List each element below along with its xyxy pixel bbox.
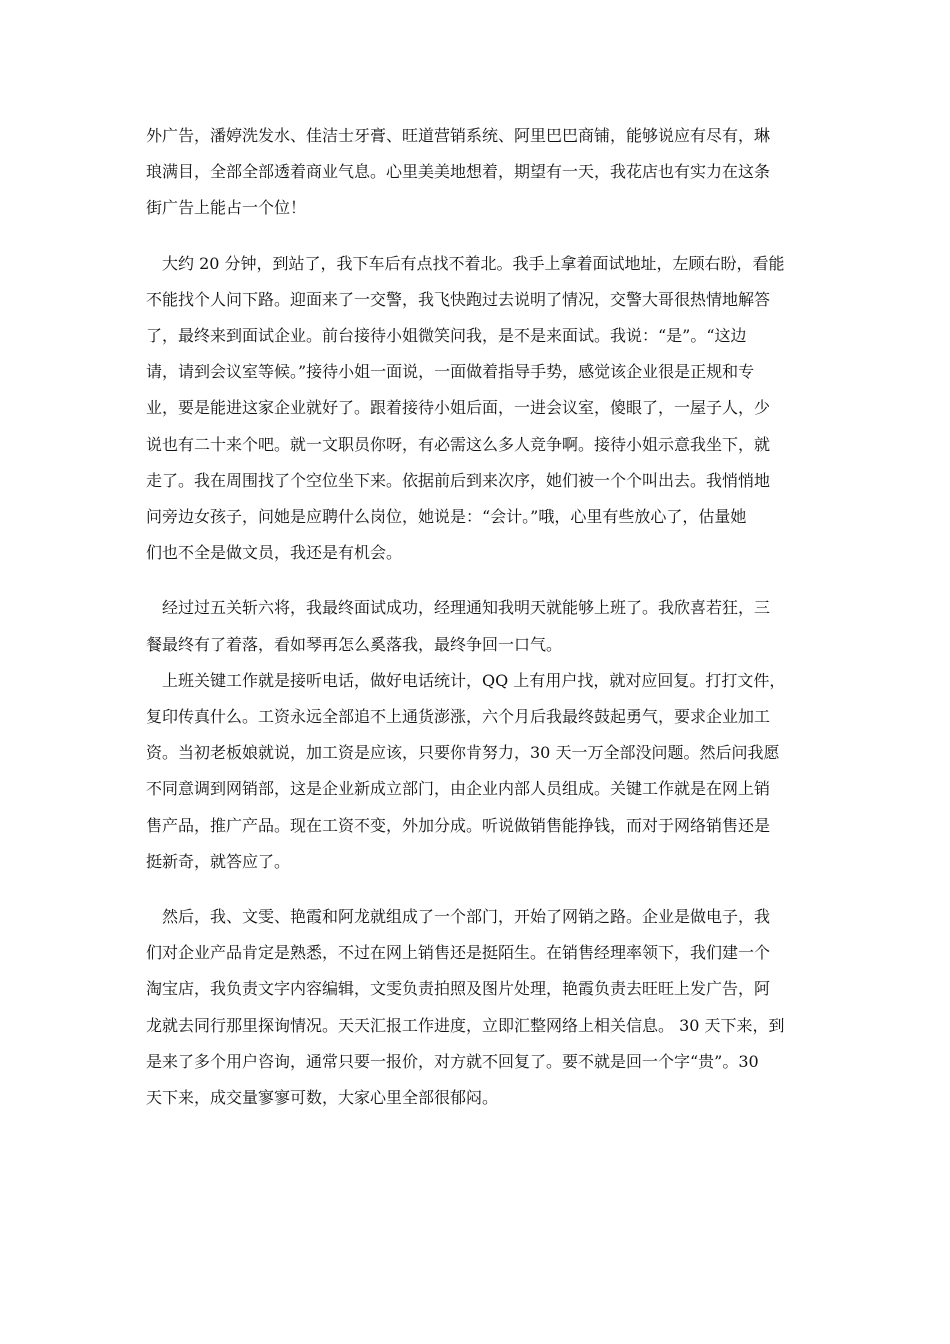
line: 然后，我、文雯、艳霞和阿龙就组成了一个部门，开始了网销之路。企业是做电子，我 bbox=[162, 907, 771, 927]
line: 餐最终有了着落，看如琴再怎么奚落我，最终争回一口气。 bbox=[146, 634, 563, 654]
line: 请，请到会议室等候。”接待小姐一面说，一面做着指导手势，感觉该企业很是正规和专 bbox=[146, 362, 755, 382]
line: 不能找个人问下路。迎面来了一交警，我飞快跑过去说明了情况，交警大哥很热情地解答 bbox=[146, 289, 771, 309]
line: 们对企业产品肯定是熟悉，不过在网上销售还是挺陌生。在销售经理率领下，我们建一个 bbox=[146, 943, 771, 963]
line: 龙就去同行那里探询情况。天天汇报工作进度，立即汇整网络上相关信息。 30 天下来，到 bbox=[146, 1015, 785, 1035]
line: 天下来，成交量寥寥可数，大家心里全部很郁闷。 bbox=[146, 1088, 499, 1108]
paragraph-interview-arrival bbox=[146, 246, 808, 572]
line: 挺新奇，就答应了。 bbox=[146, 851, 291, 871]
line: 外广告，潘婷洗发水、佳洁士牙膏、旺道营销系统、阿里巴巴商铺，能够说应有尽有，琳 bbox=[146, 126, 771, 145]
line: 街广告上能占一个位！ bbox=[146, 198, 307, 218]
document-page bbox=[146, 118, 808, 1116]
line: 复印传真什么。工资永远全部追不上通货澎涨，六个月后我最终鼓起勇气，要求企业加工 bbox=[146, 707, 771, 727]
line: 问旁边女孩子，问她是应聘什么岗位，她说是：“会计。”哦，心里有些放心了，估量她 bbox=[146, 507, 747, 527]
line: 们也不全是做文员，我还是有机会。 bbox=[146, 543, 403, 563]
paragraph-interview-success bbox=[146, 590, 808, 662]
line: 琅满目，全部全部透着商业气息。心里美美地想着，期望有一天，我花店也有实力在这条 bbox=[146, 162, 771, 182]
paragraph-online-sales bbox=[146, 899, 808, 1116]
line: 淘宝店，我负责文字内容编辑，文雯负责拍照及图片处理，艳霞负责去旺旺上发广告，阿 bbox=[146, 979, 771, 999]
line: 上班关键工作就是接听电话，做好电话统计，QQ 上有用户找，就对应回复。打打文件， bbox=[162, 670, 786, 690]
paragraph-work-duties bbox=[146, 663, 808, 880]
line: 经过过五关斩六将，我最终面试成功，经理通知我明天就能够上班了。我欣喜若狂，三 bbox=[162, 598, 771, 618]
paragraph-shop-ads bbox=[146, 118, 808, 227]
line: 不同意调到网销部，这是企业新成立部门，由企业内部人员组成。关键工作就是在网上销 bbox=[146, 779, 771, 799]
line: 资。当初老板娘就说，加工资是应该，只要你肯努力，30 天一万全部没问题。然后问我愿 bbox=[146, 743, 780, 763]
line: 走了。我在周围找了个空位坐下来。依据前后到来次序，她们被一个个叫出去。我悄悄地 bbox=[146, 470, 771, 490]
line: 了，最终来到面试企业。前台接待小姐微笑问我，是不是来面试。我说：“是”。“这边 bbox=[146, 326, 747, 346]
line: 是来了多个用户咨询，通常只要一报价，对方就不回复了。要不就是回一个字“贵”。30 bbox=[146, 1051, 759, 1071]
line: 售产品，推广产品。现在工资不变，外加分成。听说做销售能挣钱，而对于网络销售还是 bbox=[146, 815, 771, 835]
line: 说也有二十来个吧。就一文职员你呀，有必需这么多人竞争啊。接待小姐示意我坐下，就 bbox=[146, 434, 771, 454]
line: 业，要是能进这家企业就好了。跟着接待小姐后面，一进会议室，傻眼了，一屋子人，少 bbox=[146, 398, 771, 418]
line: 大约 20 分钟，到站了，我下车后有点找不着北。我手上拿着面试地址，左顾右盼，看能 bbox=[162, 253, 785, 273]
